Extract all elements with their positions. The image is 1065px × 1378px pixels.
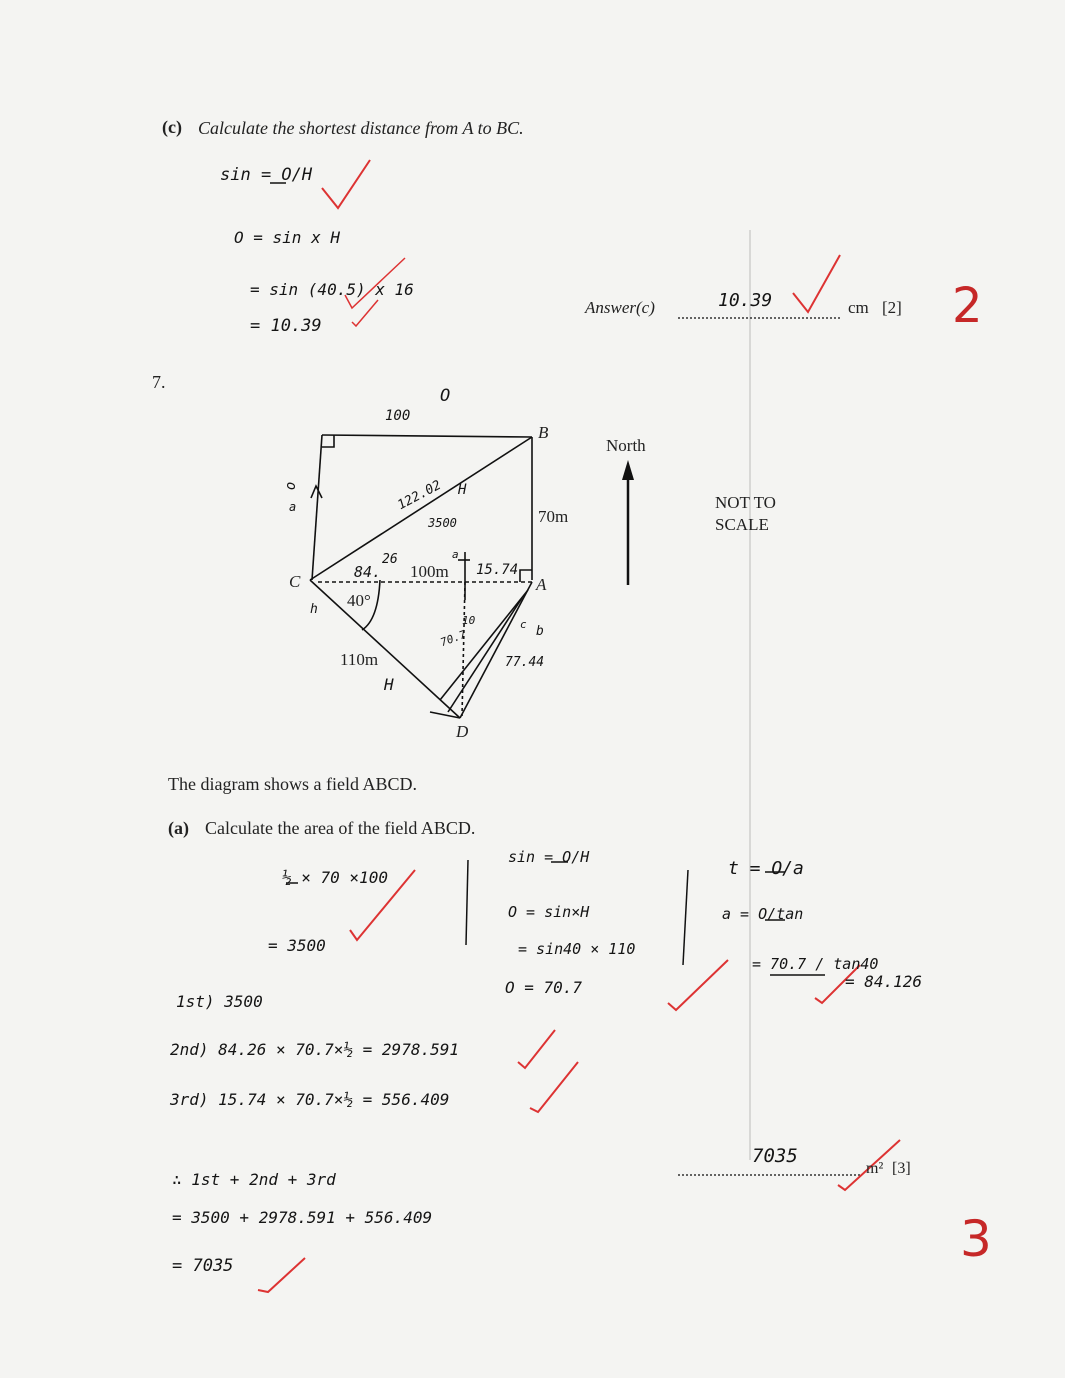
working-line: 1st) 3500 [176,992,263,1011]
annotation: H [458,482,467,498]
side-CD: 110m [340,650,379,669]
answer-7a-unit: m² [866,1160,884,1177]
part-a-question: Calculate the area of the field ABCD. [205,818,476,838]
working-line: t = O/a [728,858,804,879]
tick-mark [322,160,370,208]
angle-C: 40° [347,591,371,610]
tick-mark [258,1258,305,1292]
working-line: = 7035 [172,1256,234,1276]
annotation: 122.02 [395,477,444,514]
annotation: 10 [462,614,476,627]
part-c-question: Calculate the shortest distance from A to BC. [198,118,524,138]
score-7a: 3 [960,1210,992,1268]
annotation: O [440,386,451,406]
working-line: = sin (40.5) x 16 [250,280,414,299]
question-number: 7. [152,372,166,392]
vertex-C: C [289,572,301,591]
annotation: 100 [385,408,411,424]
working-line: = 84.126 [845,972,923,991]
working-line: = 70.7 / tan40 [752,955,879,973]
annotation: 77.44 [505,655,545,670]
answer-7a-value: 7035 [752,1145,798,1167]
working-line: 2nd) 84.26 × 70.7×½ = 2978.591 [170,1040,459,1059]
tick-mark [518,1030,555,1068]
working-line: ½ × 70 ×100 [282,868,388,887]
answer-c-marks: [2] [882,298,902,317]
annotation: H [384,675,394,694]
annotation: 70.7 [438,627,468,650]
annotation: o [283,481,300,491]
side-CA: 100m [410,562,449,581]
north-label: North [606,436,646,455]
working-line: sin = O/H [508,848,590,866]
vertex-A: A [536,575,547,594]
working-line: = 10.39 [250,316,322,336]
scale-note-2: SCALE [715,515,769,534]
annotation: h [310,602,318,617]
north-arrowhead [622,460,634,480]
working-line: O = sin×H [508,903,590,921]
working-line: = sin40 × 110 [518,940,636,958]
annotation: c [520,618,527,631]
working-line: 3rd) 15.74 × 70.7×½ = 556.409 [170,1090,450,1109]
answer-c-label: Answer(c) [585,298,655,317]
score-c: 2 [952,278,983,334]
annotation: b [536,624,544,639]
working-line: O = sin x H [234,228,340,247]
answer-7a-marks: [3] [892,1160,911,1177]
part-c-label: (c) [162,117,182,137]
side-BA: 70m [538,507,569,526]
working-line: ∴ 1st + 2nd + 3rd [172,1170,336,1189]
tick-mark [793,255,840,312]
working-line: a = O/tan [722,905,804,923]
annotation: 84. [354,563,382,581]
annotation: a [289,500,297,514]
annotation: 3500 [428,516,457,530]
vertex-B: B [538,423,549,442]
working-line: sin = O/H [220,165,313,185]
answer-c-value: 10.39 [718,290,773,311]
working-line: = 3500 [268,936,326,955]
annotation: 26 [382,552,398,567]
scale-note-1: NOT TO [715,493,776,512]
working-line: = 3500 + 2978.591 + 556.409 [172,1208,433,1227]
answer-c-unit: cm [848,298,869,317]
working-line: O = 70.7 [505,978,583,997]
annotation: 15.74 [476,562,519,578]
vertex-D: D [456,722,469,741]
q7-intro: The diagram shows a field ABCD. [168,774,417,794]
tick-mark [530,1062,578,1112]
annotation: a [452,548,459,561]
part-a-label: (a) [168,818,189,838]
tick-mark [668,960,728,1010]
